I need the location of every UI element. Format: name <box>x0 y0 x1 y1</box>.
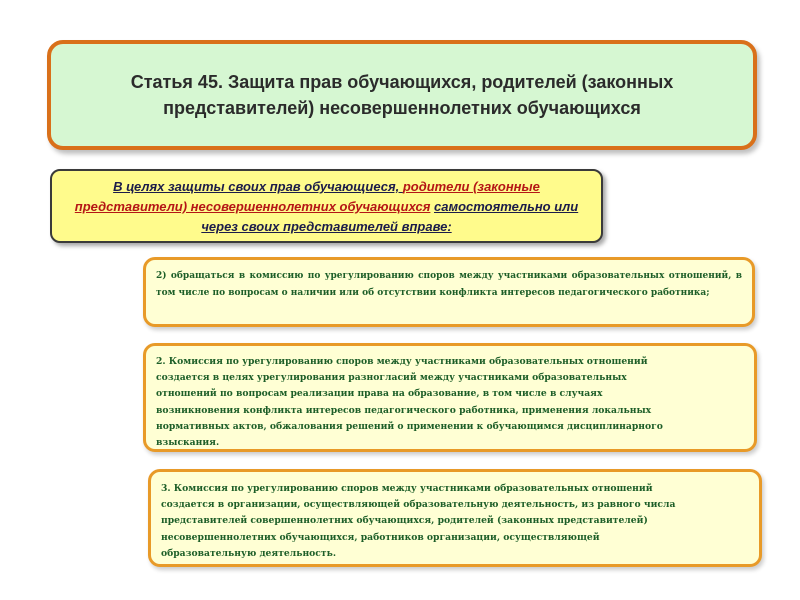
article-title-line-1: Статья 45. Защита прав обучающихся, родителей (законных <box>130 72 674 92</box>
intro-part-2: родители (законные представители) несовершеннолетних обучающихся <box>74 179 540 214</box>
intro-part-1: В целях защиты своих прав обучающиеся, <box>113 179 403 194</box>
commission-composition-line: образовательную деятельность. <box>161 547 337 559</box>
right-item-text: 2) обращаться в комиссию по урегулированию споров между участниками образовательных отношений, в том числе по вопросам о наличии или об отсутствии конфликта интересов педагогического работника; <box>156 271 742 298</box>
intro-part-3: самостоятельно или через своих представителей вправе: <box>201 199 579 234</box>
commission-composition-line: 3. Комиссия по урегулированию споров между участниками образовательных отношений <box>161 483 653 494</box>
commission-purpose-line: отношений по вопросам реализации права на образование, в том числе в случаях <box>156 388 603 400</box>
intro-box <box>50 169 603 243</box>
commission-purpose-line: нормативных актов, обжалования решений о применении к обучающимся дисциплинарного <box>156 420 663 432</box>
article-title <box>131 69 674 121</box>
commission-composition-card <box>148 469 762 567</box>
commission-purpose-line: 2. Комиссия по урегулированию споров между участниками образовательных отношений <box>156 356 648 367</box>
commission-purpose-line: создается в целях урегулирования разногласий между участниками образовательных <box>156 372 627 384</box>
commission-composition-line: создается в организации, осуществляющей образовательную деятельность, из равного числа <box>161 499 676 511</box>
commission-purpose-card <box>143 343 757 452</box>
right-item-card <box>143 257 755 327</box>
article-title-line-2: представителей) несовершеннолетних обучающихся <box>163 98 641 118</box>
commission-purpose-line: взыскания. <box>156 437 220 449</box>
article-title-box <box>47 40 757 150</box>
commission-purpose-line: возникновения конфликта интересов педагогического работника, применения локальных <box>156 404 652 416</box>
commission-composition-line: несовершеннолетних обучающихся, работников организации, осуществляющей <box>161 531 600 543</box>
commission-composition-line: представителей совершеннолетних обучающихся, родителей (законных представителей) <box>161 515 648 527</box>
